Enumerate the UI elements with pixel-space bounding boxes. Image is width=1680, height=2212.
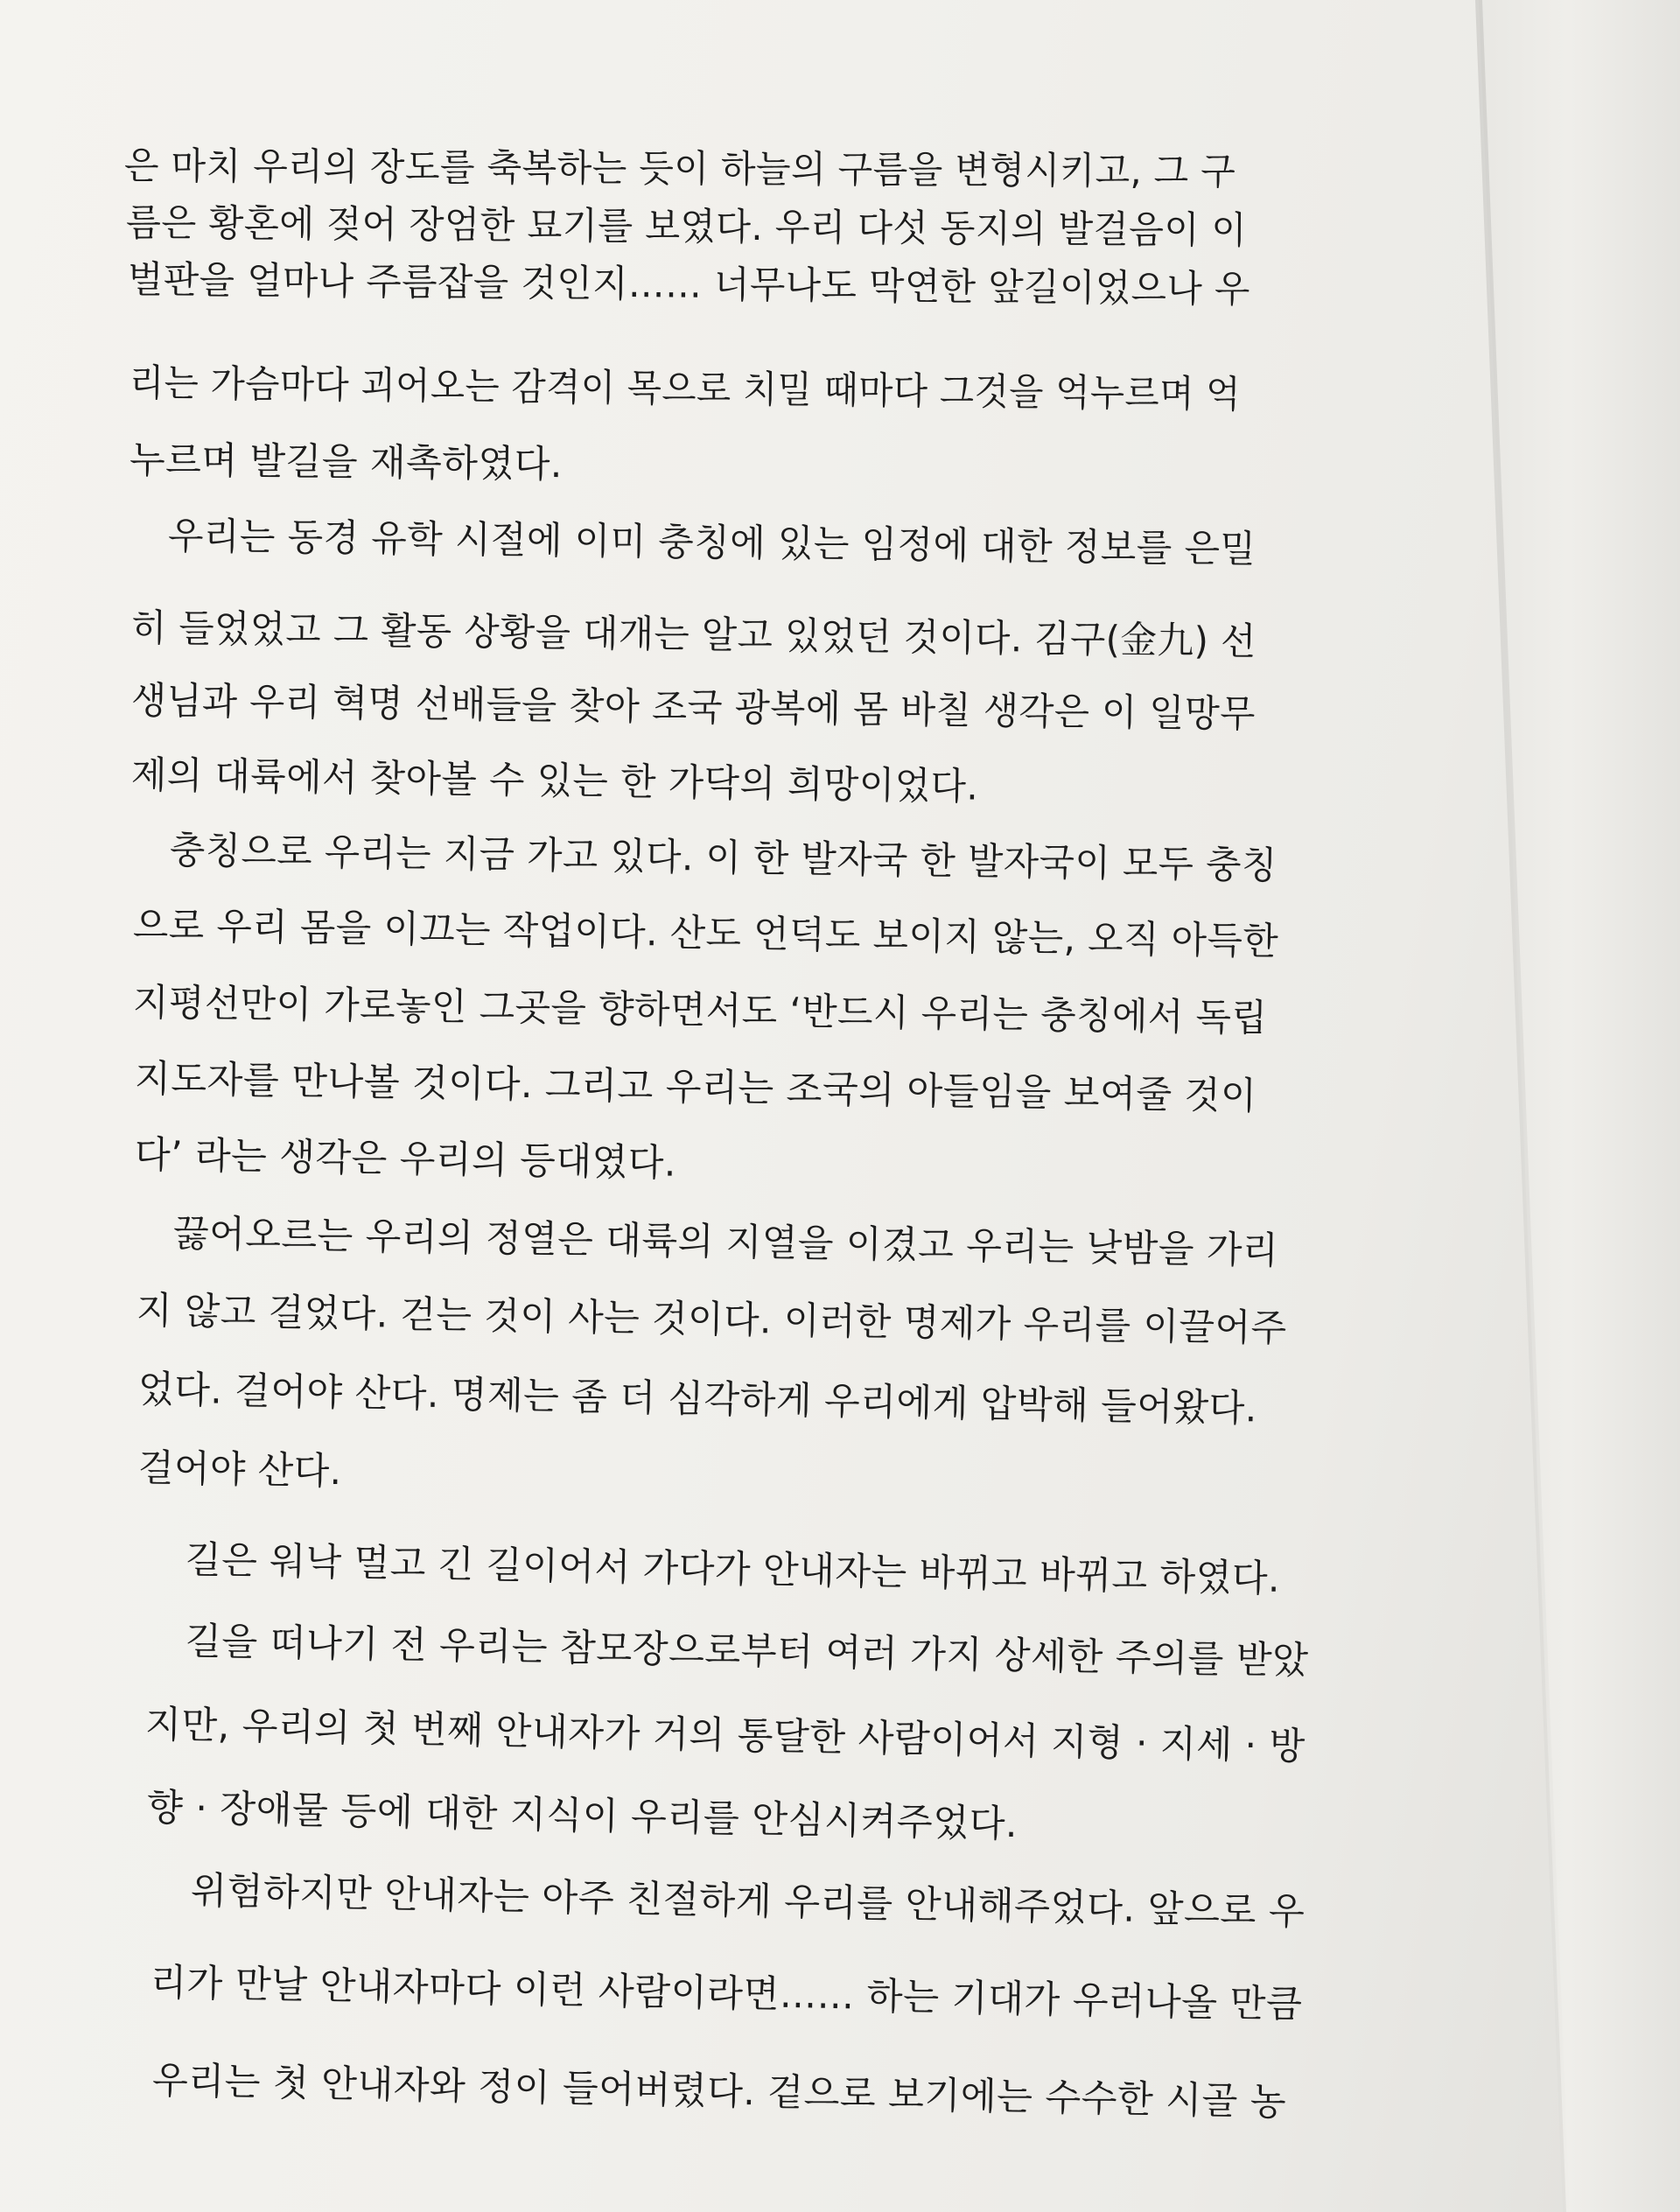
text-line: 충칭으로 우리는 지금 가고 있다. 이 한 발자국 한 발자국이 모두 충칭 bbox=[169, 829, 1278, 888]
text-line: 생님과 우리 혁명 선배들을 찾아 조국 광복에 몸 바칠 생각은 이 일망무 bbox=[130, 679, 1256, 737]
text-line: 위험하지만 안내자는 아주 친절하게 우리를 안내해주었다. 앞으로 우 bbox=[190, 1869, 1306, 1935]
text-line: 끓어오르는 우리의 정열은 대륙의 지열을 이겼고 우리는 낮밤을 가리 bbox=[172, 1212, 1279, 1273]
text-line: 제의 대륙에서 찾아볼 수 있는 한 가닥의 희망이었다. bbox=[130, 753, 979, 809]
text-line: 름은 황혼에 젖어 장엄한 묘기를 보였다. 우리 다섯 동지의 발걸음이 이 bbox=[125, 201, 1248, 253]
text-line: 우리는 첫 안내자와 정이 들어버렸다. 겉으로 보기에는 수수한 시골 농 bbox=[151, 2059, 1287, 2124]
text-line: 히 들었었고 그 활동 상황을 대개는 알고 있었던 것이다. 김구(金九) 선 bbox=[130, 606, 1257, 664]
text-line: 다’ 라는 생각은 우리의 등대였다. bbox=[134, 1133, 677, 1186]
text-line: 지 않고 걸었다. 걷는 것이 사는 것이다. 이러한 명제가 우리를 이끌어주 bbox=[136, 1289, 1287, 1351]
text-line: 리가 만날 안내자마다 이런 사람이라면…… 하는 기대가 우러나올 만큼 bbox=[150, 1961, 1303, 2027]
text-line: 누르며 발길을 재촉하였다. bbox=[129, 438, 564, 487]
text-line: 향 · 장애물 등에 대한 지식이 우리를 안심시켜주었다. bbox=[146, 1786, 1018, 1847]
text-line: 은 마치 우리의 장도를 축복하는 듯이 하늘의 구름을 변형시키고, 그 구 bbox=[123, 144, 1236, 194]
text-line: 우리는 동경 유학 시절에 이미 충칭에 있는 임정에 대한 정보를 은밀 bbox=[167, 514, 1256, 572]
text-line: 길은 워낙 멀고 긴 길이어서 가다가 안내자는 바뀌고 바뀌고 하였다. bbox=[185, 1538, 1281, 1601]
text-line: 리는 가슴마다 괴어오는 감격이 목으로 치밀 때마다 그것을 억누르며 억 bbox=[129, 361, 1242, 417]
text-line: 지만, 우리의 첫 번째 안내자가 거의 통달한 사람이어서 지형 · 지세 · 방 bbox=[144, 1703, 1306, 1769]
text-line: 지도자를 만나볼 것이다. 그리고 우리는 조국의 아들임을 보여줄 것이 bbox=[134, 1057, 1257, 1119]
text-line: 지평선만이 가로놓인 그곳을 향하면서도 ‘반드시 우리는 충칭에서 독립 bbox=[132, 981, 1268, 1041]
text-line: 으로 우리 몸을 이끄는 작업이다. 산도 언덕도 보이지 않는, 오직 아득한 bbox=[132, 904, 1279, 964]
text-line: 걸어야 산다. bbox=[137, 1446, 342, 1494]
text-line: 었다. 걸어야 산다. 명제는 좀 더 심각하게 우리에게 압박해 들어왔다. bbox=[137, 1368, 1258, 1432]
text-line: 길을 떠나기 전 우리는 참모장으로부터 여러 가지 상세한 주의를 받았 bbox=[185, 1620, 1309, 1684]
text-line: 벌판을 얼마나 주름잡을 것인지…… 너무나도 막연한 앞길이었으나 우 bbox=[127, 258, 1251, 312]
